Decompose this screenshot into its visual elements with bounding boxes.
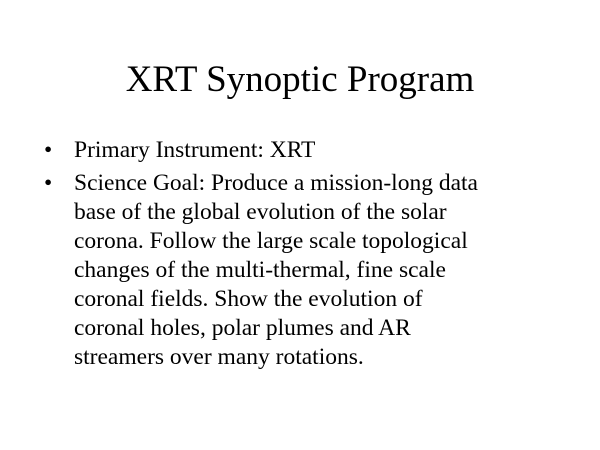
- bullet-text-line: changes of the multi-thermal, fine scale: [74, 257, 446, 283]
- bullet-text-line: streamers over many rotations.: [74, 344, 364, 370]
- slide-title: XRT Synoptic Program: [125, 59, 475, 100]
- bullet-text-line: coronal fields. Show the evolution of: [74, 286, 423, 312]
- bullet-text-line: corona. Follow the large scale topological: [74, 228, 468, 254]
- bullet-text-line: coronal holes, polar plumes and AR: [74, 315, 411, 341]
- bullet-text-line: Primary Instrument: XRT: [74, 137, 316, 163]
- bullet-item-primary-instrument: [44, 136, 564, 165]
- bullet-list: [44, 136, 564, 376]
- bullet-item-science-goal: [44, 169, 564, 372]
- bullet-text-line: Science Goal: Produce a mission-long data: [74, 170, 478, 196]
- bullet-marker: •: [44, 137, 53, 163]
- bullet-text-line: base of the global evolution of the solar: [74, 199, 447, 225]
- bullet-marker: •: [44, 170, 53, 196]
